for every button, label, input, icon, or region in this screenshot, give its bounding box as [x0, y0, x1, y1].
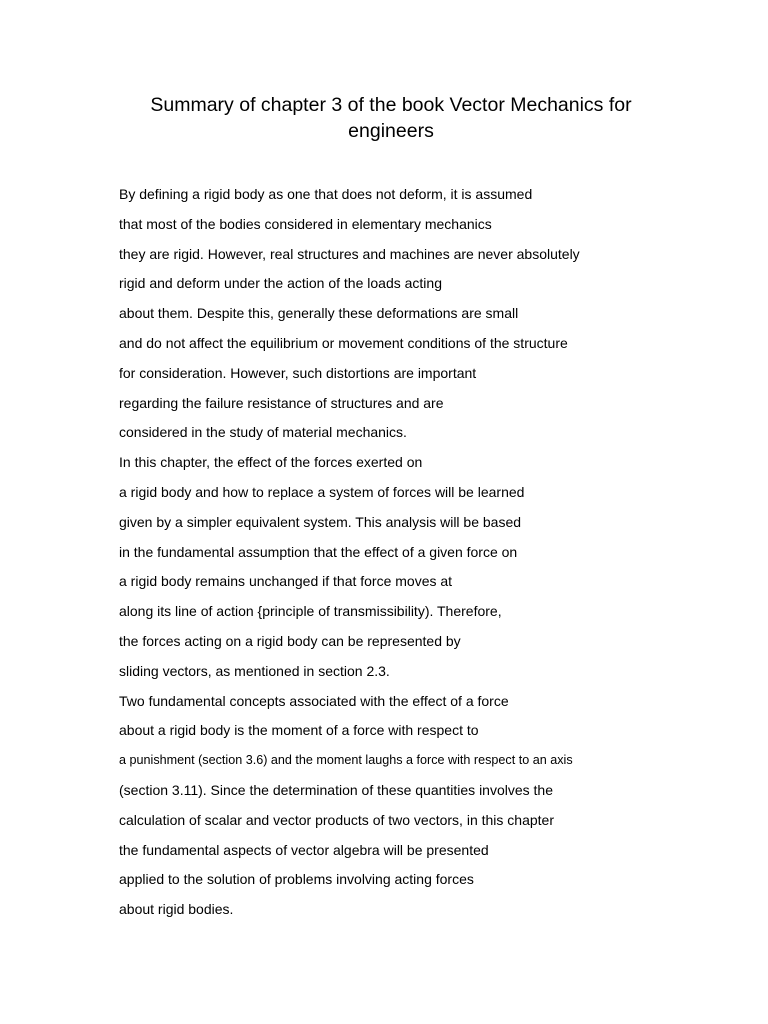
- text-line: that most of the bodies considered in elementary mechanics: [119, 215, 492, 232]
- text-line: In this chapter, the effect of the forces exerted on: [119, 454, 423, 471]
- text-line: (section 3.11). Since the determination of these quantities involves the: [119, 781, 553, 798]
- text-line: By defining a rigid body as one that does not deform, it is assumed: [119, 186, 533, 202]
- text-line: given by a simpler equivalent system. This analysis will be based: [119, 513, 522, 530]
- text-line: the fundamental aspects of vector algebra will be presented: [119, 841, 489, 858]
- text-line: rigid and deform under the action of the loads acting: [119, 275, 442, 292]
- text-line: calculation of scalar and vector products of two vectors, in this chapter: [119, 811, 554, 828]
- text-line: for consideration. However, such distortions are important: [119, 364, 477, 381]
- text-line: about a rigid body is the moment of a force with respect to: [119, 722, 479, 739]
- text-line: regarding the failure resistance of structures and are: [119, 394, 444, 411]
- text-line: they are rigid. However, real structures and machines are never absolutely: [119, 245, 580, 262]
- text-line: in the fundamental assumption that the effect of a given force on: [119, 543, 518, 560]
- text-line: the forces acting on a rigid body can be represented by: [119, 632, 461, 649]
- text-line: a punishment (section 3.6) and the moment laughs a force with respect to an axis: [119, 753, 573, 768]
- text-line: considered in the study of material mechanics.: [119, 424, 407, 441]
- text-line: about rigid bodies.: [119, 901, 234, 918]
- text-line: a rigid body and how to replace a system of forces will be learned: [119, 483, 525, 500]
- text-line: applied to the solution of problems involving acting forces: [119, 871, 474, 888]
- text-line: a rigid body remains unchanged if that force moves at: [119, 573, 453, 590]
- text-line: and do not affect the equilibrium or movement conditions of the structure: [119, 334, 568, 351]
- text-line: sliding vectors, as mentioned in section 2.3.: [119, 662, 390, 679]
- document-title: Summary of chapter 3 of the book Vector Mechanics for engineers: [150, 94, 632, 142]
- text-line: about them. Despite this, generally these deformations are small: [119, 305, 519, 322]
- document-body: [119, 183, 719, 928]
- text-line: Two fundamental concepts associated with the effect of a force: [119, 692, 509, 709]
- text-line: along its line of action {principle of transmissibility). Therefore,: [119, 603, 502, 620]
